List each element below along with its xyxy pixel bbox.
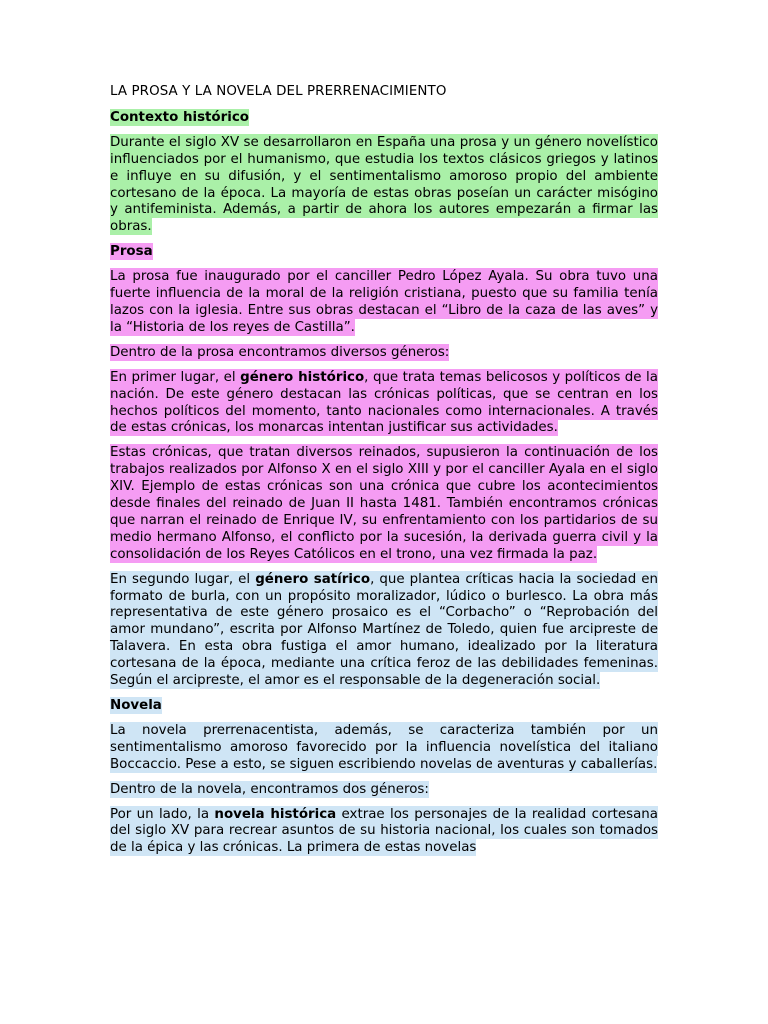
heading-prosa: [110, 244, 658, 261]
paragraph-contexto: [110, 135, 658, 236]
paragraph-novela-2: [110, 782, 658, 799]
paragraph-prosa-3-text: [110, 369, 658, 437]
document-title: LA PROSA Y LA NOVELA DEL PRERRENACIMIENTO: [110, 84, 447, 99]
paragraph-prosa-3-post: , que trata temas belicosos y políticos de la nación. De este género destacan las crónicas políticas, que se centran en los hechos políticos del momento, tanto nacionales como internacionales. A través de estas crónicas, los monarcas intentan justificar sus actividades.: [110, 369, 658, 436]
paragraph-novela-3-post: extrae los personajes de la realidad cortesana del siglo XV para recrear asuntos de su historia nacional, los cuales son tomados de la épica y las crónicas. La primera de estas novelas: [110, 806, 658, 856]
paragraph-novela-3: [110, 807, 658, 858]
heading-prosa-text: Prosa: [110, 244, 153, 260]
heading-novela-text: Novela: [110, 698, 162, 713]
paragraph-prosa-5: [110, 572, 658, 690]
paragraph-prosa-4: [110, 445, 658, 563]
paragraph-prosa-3-pre: En primer lugar, el: [110, 369, 241, 385]
paragraph-prosa-2-text: Dentro de la prosa encontramos diversos géneros:: [110, 344, 450, 360]
paragraph-novela-3-text: [110, 806, 658, 857]
paragraph-prosa-5-post: , que plantea críticas hacia la sociedad en formato de burla, con un propósito moralizador, lúdico o burlesco. La obra más representativa de este género prosaico es el “Corbacho” o “Reprobación del amor mundano”, escrita por Alfonso Martínez de Toledo, quien fue arcipreste de Talavera. En esta obra fustiga el amor humano, idealizado por la literatura cortesana de la época, mediante una crítica feroz de las debilidades femeninas. Según el arcipreste, el amor es el responsable de la degeneración social.: [110, 571, 658, 689]
paragraph-prosa-2: [110, 345, 658, 362]
term-genero-historico: género histórico: [240, 369, 365, 385]
paragraph-prosa-1: [110, 269, 658, 337]
paragraph-prosa-3: [110, 370, 658, 438]
paragraph-prosa-4-text: Estas crónicas, que tratan diversos reinados, supusieron la continuación de los trabajos realizados por Alfonso X en el siglo XIII y por el canciller Ayala en el siglo XIV. Ejemplo de estas crónicas son una crónica que cubre los acontecimientos desde finales del reinado de Juan II hasta 1481. También encontramos crónicas que narran el reinado de Enrique IV, su enfrentamiento con los partidarios de su medio hermano Alfonso, el conflicto por la sucesión, la derivada guerra civil y la consolidación de los Reyes Católicos en el trono, una vez firmada la paz.: [110, 445, 658, 562]
paragraph-novela-1-text: La novela prerrenacentista, además, se caracteriza también por un sentimentalismo amoroso favorecido por la influencia novelística del italiano Boccaccio. Pese a esto, se siguen escribiendo novelas de aventuras y caballerías.: [110, 722, 658, 772]
document-body: [110, 84, 658, 865]
paragraph-contexto-text: Durante el siglo XV se desarrollaron en España una prosa y un género novelístico influenciados por el humanismo, que estudia los textos clásicos griegos y latinos e influye en su difusión, y el sentimentalismo amoroso propio del ambiente cortesano de la época. La mayoría de estas obras poseían un carácter misógino y antifeminista. Además, a partir de ahora los autores empezarán a firmar las obras.: [110, 134, 658, 235]
heading-novela: [110, 698, 658, 715]
paragraph-prosa-5-pre: En segundo lugar, el: [110, 571, 256, 587]
paragraph-prosa-1-text: La prosa fue inaugurado por el canciller Pedro López Ayala. Su obra tuvo una fuerte influencia de la moral de la religión cristiana, puesto que su familia tenía lazos con la iglesia. Entre sus obras destacan el “Libro de la caza de las aves” y la “Historia de los reyes de Castilla”.: [110, 269, 658, 335]
paragraph-novela-2-text: Dentro de la novela, encontramos dos géneros:: [110, 781, 429, 797]
heading-contexto-text: Contexto histórico: [110, 109, 249, 125]
term-genero-satirico: género satírico: [255, 571, 371, 587]
heading-contexto: [110, 110, 658, 127]
term-novela-historica: novela histórica: [214, 806, 337, 822]
paragraph-novela-3-pre: Por un lado, la: [110, 806, 215, 822]
paragraph-novela-1: [110, 723, 658, 774]
paragraph-prosa-5-text: [110, 571, 658, 689]
